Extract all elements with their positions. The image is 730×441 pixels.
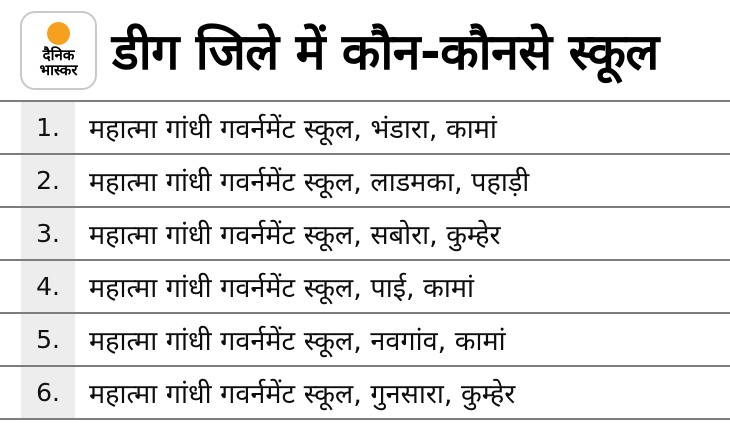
row-number: 4. xyxy=(21,261,75,312)
school-name: महात्मा गांधी गवर्नमेंट स्कूल, पाई, कामां xyxy=(89,273,475,304)
school-name: महात्मा गांधी गवर्नमेंट स्कूल, नवगांव, कामां xyxy=(89,326,506,357)
row-number: 2. xyxy=(21,155,75,206)
school-name: महात्मा गांधी गवर्नमेंट स्कूल, भंडारा, कामां xyxy=(89,114,497,145)
logo-text-line2: भास्कर xyxy=(39,61,78,80)
page-title: डीग जिले में कौन-कौनसे स्कूल xyxy=(112,23,659,81)
sun-icon xyxy=(47,22,70,45)
row-number: 6. xyxy=(21,367,75,418)
logo-text xyxy=(39,45,78,80)
list-item xyxy=(0,367,730,420)
row-number: 5. xyxy=(21,314,75,365)
list-item xyxy=(0,314,730,367)
dainik-bhaskar-logo xyxy=(20,11,97,90)
school-name: महात्मा गांधी गवर्नमेंट स्कूल, गुनसारा, कुम्हेर xyxy=(89,379,516,410)
logo-text-line1: दैनिक xyxy=(42,45,75,64)
school-name: महात्मा गांधी गवर्नमेंट स्कूल, सबोरा, कुम्हेर xyxy=(89,220,501,251)
list-item xyxy=(0,208,730,261)
row-number: 1. xyxy=(21,102,75,153)
row-number: 3. xyxy=(21,208,75,259)
list-item xyxy=(0,102,730,155)
list-item xyxy=(0,261,730,314)
school-name: महात्मा गांधी गवर्नमेंट स्कूल, लाडमका, पहाड़ी xyxy=(89,167,530,198)
header xyxy=(0,0,730,100)
school-list xyxy=(0,100,730,420)
list-item xyxy=(0,155,730,208)
